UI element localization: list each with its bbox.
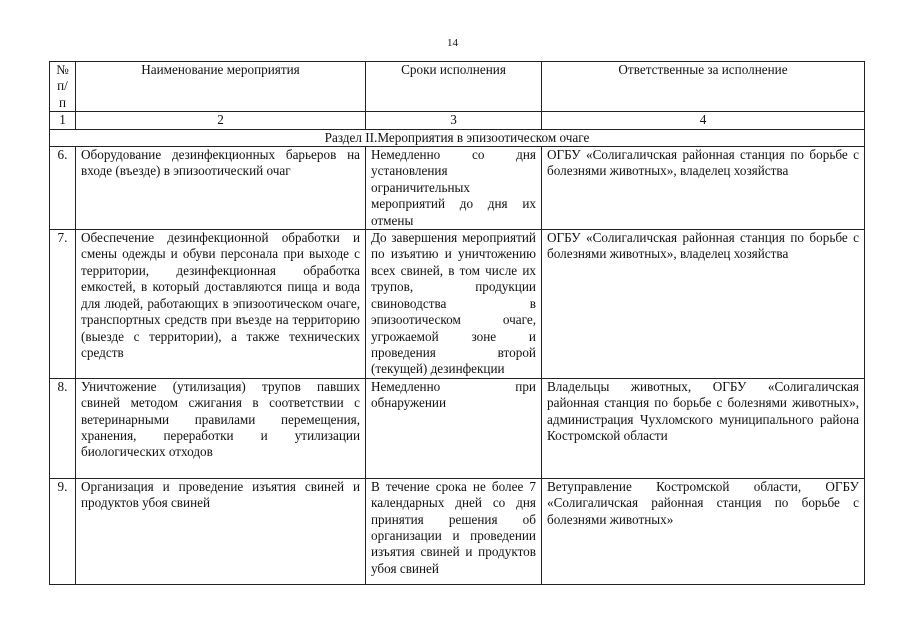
table-row <box>50 230 865 379</box>
row-number: 9. <box>50 478 76 584</box>
row-responsible: ОГБУ «Солигаличская районная станция по борьбе с болезнями животных», владелец хозяйства <box>542 147 865 230</box>
table-header-row <box>50 62 865 112</box>
measures-table <box>49 61 865 585</box>
row-name: Обеспечение дезинфекционной обработки и смены одежды и обуви персонала при выходе с территории, дезинфекционная обработка емкостей, в который доставляются пища и вода для людей, работающих в эпизоотическом очаге, транспортных средств при въезде на территорию (выезде с территории), а также технических средств <box>76 230 366 379</box>
column-number-row <box>50 112 865 129</box>
row-terms: Немедленно при обнаружении <box>366 378 542 478</box>
row-name: Уничтожение (утилизация) трупов павших свиней методом сжигания в соответствии с ветеринарными правилами перемещения, хранения, переработки и утилизации биологических отходов <box>76 378 366 478</box>
row-terms: В течение срока не более 7 календарных дней со дня принятия решения об организации и проведении изъятия свиней и продуктов убоя свиней <box>366 478 542 584</box>
row-responsible: Ветуправление Костромской области, ОГБУ «Солигаличская районная станция по борьбе с болезнями животных» <box>542 478 865 584</box>
row-responsible: Владельцы животных, ОГБУ «Солигаличская районная станция по борьбе с болезнями животных», администрация Чухломского муниципального района Костромской области <box>542 378 865 478</box>
row-name: Организация и проведение изъятия свиней и продуктов убоя свиней <box>76 478 366 584</box>
row-name: Оборудование дезинфекционных барьеров на входе (въезде) в эпизоотический очаг <box>76 147 366 230</box>
section-row <box>50 129 865 146</box>
row-number: 8. <box>50 378 76 478</box>
header-num: № п/п <box>50 62 76 112</box>
row-terms: Немедленно со дня установления ограничительных мероприятий до дня их отмены <box>366 147 542 230</box>
page-number: 14 <box>447 37 458 49</box>
row-number: 7. <box>50 230 76 379</box>
column-number: 1 <box>50 112 76 129</box>
row-number: 6. <box>50 147 76 230</box>
row-terms: До завершения мероприятий по изъятию и уничтожению всех свиней, в том числе их трупов, продукции свиноводства в эпизоотическом очаге, угрожаемой зоне и проведения второй (текущей) дезинфекции <box>366 230 542 379</box>
header-responsible: Ответственные за исполнение <box>542 62 865 112</box>
table-row <box>50 478 865 584</box>
header-name: Наименование мероприятия <box>76 62 366 112</box>
column-number: 3 <box>366 112 542 129</box>
section-title: Раздел II.Мероприятия в эпизоотическом очаге <box>50 129 865 146</box>
table-row <box>50 378 865 478</box>
header-terms: Сроки исполнения <box>366 62 542 112</box>
table-row <box>50 147 865 230</box>
column-number: 2 <box>76 112 366 129</box>
column-number: 4 <box>542 112 865 129</box>
row-responsible: ОГБУ «Солигаличская районная станция по борьбе с болезнями животных», владелец хозяйства <box>542 230 865 379</box>
